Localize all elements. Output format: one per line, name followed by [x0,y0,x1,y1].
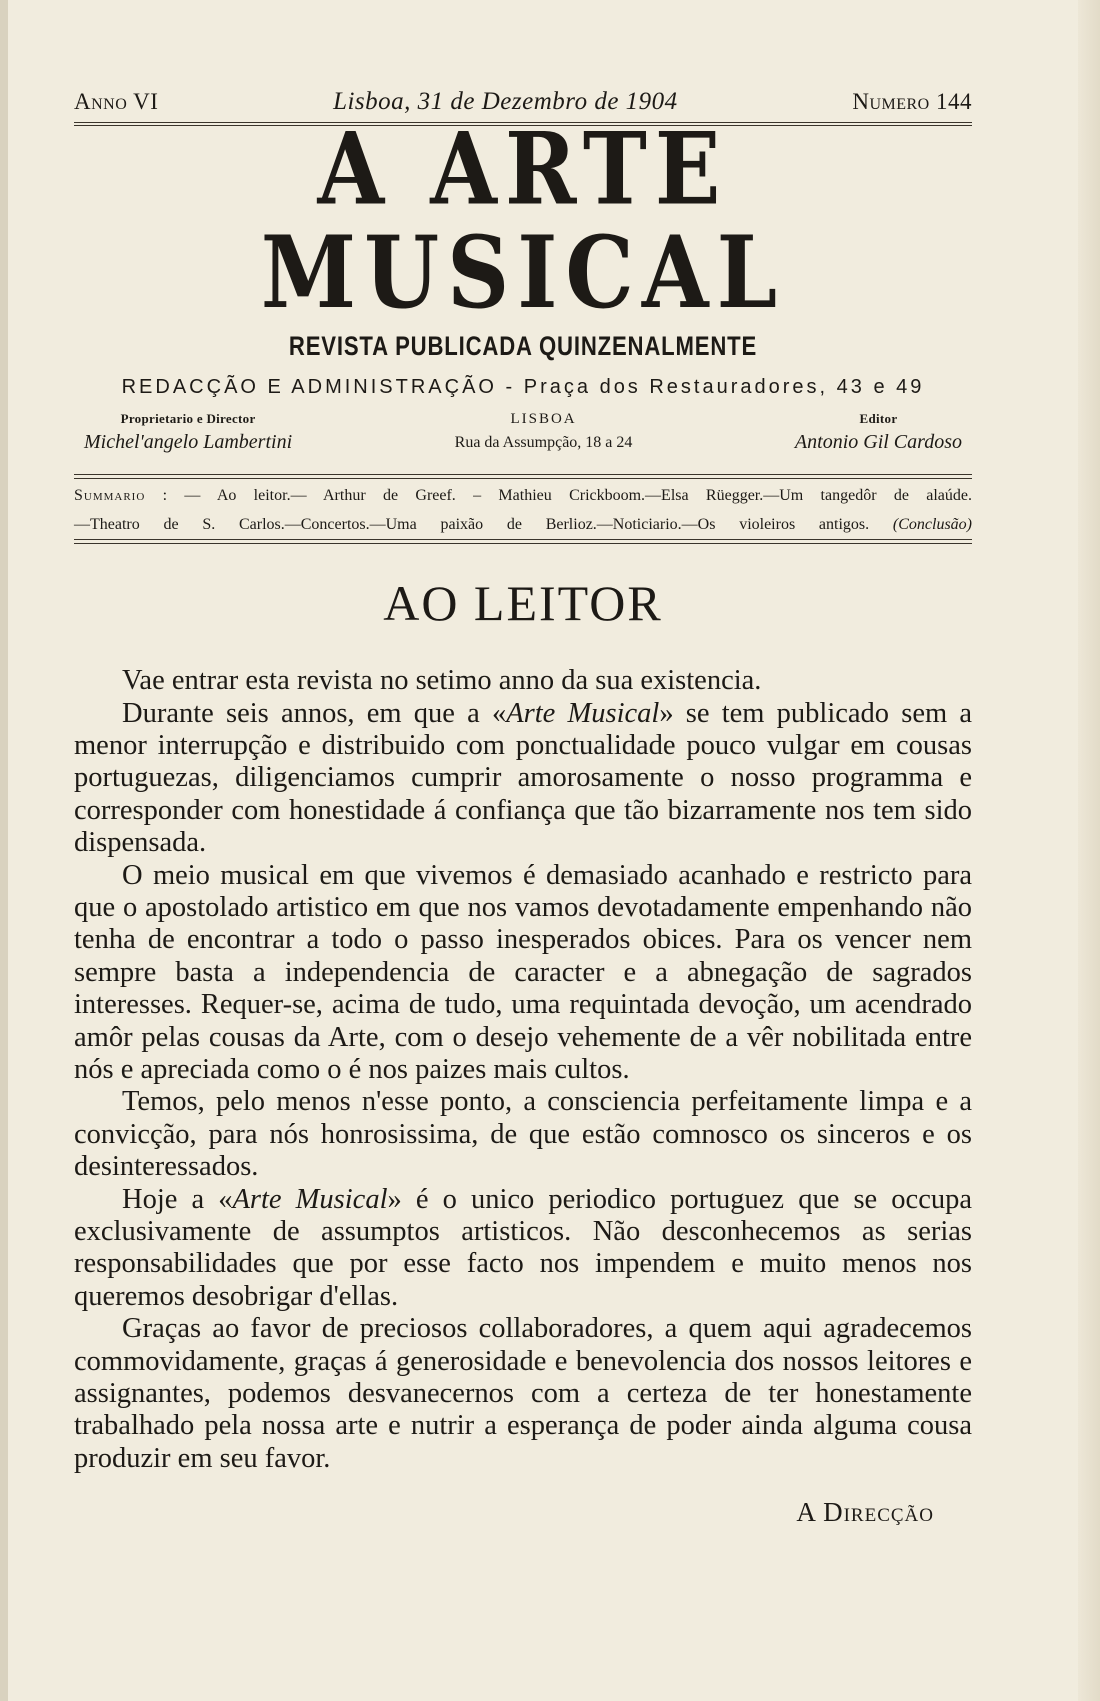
editor-name: Antonio Gil Cardoso [794,430,962,453]
city-label: LISBOA [510,410,577,427]
summary-line-1 [74,481,972,510]
summary-line-2 [74,510,972,539]
summary-label: Summario [74,486,146,504]
director-name: Michel'angelo Lambertini [84,430,293,453]
summary-box [74,474,972,544]
issue-date: Lisboa, 31 de Dezembro de 1904 [333,88,678,115]
article-paragraph [74,698,972,860]
article-paragraph: Vae entrar esta revista no setimo anno da sua existencia. [122,665,762,697]
page-left-edge [0,0,8,1701]
summary-text-1: : — Ao leitor.— Arthur de Greef. – Mathieu Crickboom.—Elsa Rüegger.—Um tangedôr de alaúde. [162,486,973,504]
volume-label: Anno VI [74,89,159,114]
paragraph-text: » é o unico periodico portuguez que se occupa exclusivamente de assumptos artisticos. Não desconhecemos as serias responsabilidades que por esse facto nos impendem e muito menos nos queremos desobrigar d'ellas. [74,1183,972,1312]
issue-number: Numero 144 [852,89,972,114]
article-paragraph: O meio musical em que vivemos é demasiado acanhado e restricto para que o apostolado artistico em que nos vamos devotadamente empenhando não tenha de encontrar a todo o passo inesperados obices. Para os vencer nem sempre basta a independencia de caracter e a abnegação de sagrados interesses. Requer-se, acima de tudo, uma requintada devoção, um acendrado amôr pelas cousas da Arte, com o desejo vehemente de a vêr nobilitada entre nós e apreciada como o é nos paizes mais cultos. [74,859,972,1085]
summary-text-2: —Theatro de S. Carlos.—Concertos.—Uma paixão de Berlioz.—Noticiario.—Os violeiros antigos. [74,515,870,533]
address-column [455,411,633,454]
editor-role: Editor [859,410,898,426]
publication-title: Arte Musical [232,1183,388,1215]
article-paragraph [74,1184,972,1314]
administration-line: REDACÇÃO E ADMINISTRAÇÃO - Praça dos Restauradores, 43 e 49 [121,375,925,398]
page-content [74,88,972,1528]
paragraph-text: Hoje a « [122,1183,233,1215]
summary-conclusion: (Conclusão) [892,515,973,533]
article-signature: A Direcção [796,1497,934,1528]
editor-column [795,411,962,454]
article-body [74,665,972,1475]
masthead-subtitle: REVISTA PUBLICADA QUINZENALMENTE [288,330,758,361]
street-address: Rua da Assumpção, 18 a 24 [454,433,633,451]
page-right-edge [1078,0,1100,1701]
article-paragraph: Graças ao favor de preciosos collaboradores, a quem aqui agradecemos commovidamente, graças á generosidade e benevolencia dos nossos leitores e assignantes, podemos desvanecernos com a certeza de ter honestamente trabalhado pela nossa arte e nutrir a esperança de poder ainda alguma cousa produzir em seu favor. [74,1313,972,1474]
paragraph-text: Durante seis annos, em que a « [122,697,507,729]
masthead-title: A ARTE MUSICAL [260,111,786,332]
article-paragraph: Temos, pelo menos n'esse ponto, a consciencia perfeitamente limpa e a convicção, para nós honrosissima, de que estão comnosco os sinceros e os desinteressados. [74,1086,972,1183]
paragraph-text: » se tem publicado sem a menor interrupção e distribuido com ponctualidade pouco vulgar em cousas portuguezas, diligenciamos cumprir amorosamente o nosso programma e corresponder com honestidade á confiança que tão bizarramente nos tem sido dispensada. [74,697,973,859]
staff-block [74,411,972,454]
director-column [84,411,292,454]
article-title: AO LEITOR [383,574,663,631]
director-role: Proprietario e Director [120,410,256,426]
publication-title: Arte Musical [506,697,660,729]
